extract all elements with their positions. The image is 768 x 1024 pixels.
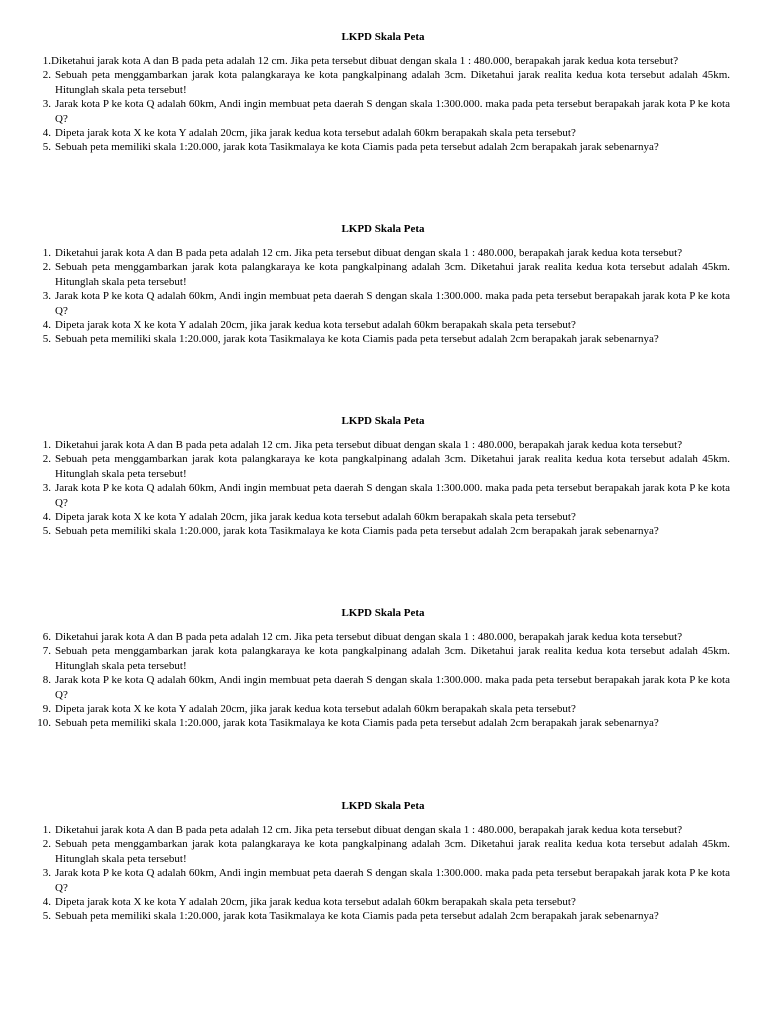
question-item [36, 54, 730, 68]
question-item [36, 140, 730, 154]
section-title: LKPD Skala Peta [341, 223, 425, 235]
question-text: Jarak kota P ke kota Q adalah 60km, Andi ingin membuat peta daerah S dengan skala 1:300.000. maka pada peta tersebut berapakah jarak kota P ke kota Q? [55, 290, 730, 317]
question-number: 3. [42, 867, 51, 880]
question-text: Sebuah peta menggambarkan jarak kota palangkaraya ke kota pangkalpinang adalah 3cm. Diketahui jarak realita kedua kota tersebut adalah 45km. Hitunglah skala peta tersebut! [55, 453, 730, 480]
question-number: 10. [37, 717, 51, 730]
question-number: 1. [42, 247, 51, 259]
question-text: Dipeta jarak kota X ke kota Y adalah 20cm, jika jarak kedua kota tersebut adalah 60km berapakah skala peta tersebut? [55, 127, 576, 140]
question-number: 2. [42, 453, 51, 466]
question-item [36, 438, 730, 452]
question-text: Sebuah peta memiliki skala 1:20.000, jarak kota Tasikmalaya ke kota Ciamis pada peta tersebut adalah 2cm berapakah jarak sebenarnya? [55, 333, 659, 346]
question-text: Diketahui jarak kota A dan B pada peta adalah 12 cm. Jika peta tersebut dibuat dengan skala 1 : 480.000, berapakah jarak kedua kota tersebut? [51, 55, 679, 67]
question-item [36, 823, 730, 837]
question-text: Jarak kota P ke kota Q adalah 60km, Andi ingin membuat peta daerah S dengan skala 1:300.000. maka pada peta tersebut berapakah jarak kota P ke kota Q? [55, 482, 730, 509]
worksheet-section-4 [36, 606, 730, 731]
question-text: Jarak kota P ke kota Q adalah 60km, Andi ingin membuat peta daerah S dengan skala 1:300.000. maka pada peta tersebut berapakah jarak kota P ke kota Q? [55, 867, 730, 894]
question-item [36, 644, 730, 673]
question-text: Dipeta jarak kota X ke kota Y adalah 20cm, jika jarak kedua kota tersebut adalah 60km berapakah skala peta tersebut? [55, 896, 576, 909]
question-number: 1. [42, 55, 51, 67]
question-text: Jarak kota P ke kota Q adalah 60km, Andi ingin membuat peta daerah S dengan skala 1:300.000. maka pada peta tersebut berapakah jarak kota P ke kota Q? [55, 674, 730, 701]
question-item [36, 246, 730, 260]
question-item [36, 673, 730, 702]
question-item [36, 318, 730, 332]
question-text: Diketahui jarak kota A dan B pada peta adalah 12 cm. Jika peta tersebut dibuat dengan skala 1 : 480.000, berapakah jarak kedua kota tersebut? [55, 631, 683, 643]
question-text: Diketahui jarak kota A dan B pada peta adalah 12 cm. Jika peta tersebut dibuat dengan skala 1 : 480.000, berapakah jarak kedua kota tersebut? [55, 439, 683, 451]
question-number: 4. [42, 319, 51, 332]
question-text: Sebuah peta menggambarkan jarak kota palangkaraya ke kota pangkalpinang adalah 3cm. Diketahui jarak realita kedua kota tersebut adalah 45km. Hitunglah skala peta tersebut! [55, 645, 730, 672]
question-number: 9. [42, 703, 51, 716]
question-item [36, 452, 730, 481]
question-list [36, 438, 730, 539]
question-number: 3. [42, 482, 51, 495]
question-item [36, 68, 730, 97]
question-number: 6. [42, 631, 51, 643]
section-title: LKPD Skala Peta [341, 415, 425, 427]
question-list [36, 823, 730, 924]
question-number: 1. [42, 439, 51, 451]
question-text: Sebuah peta menggambarkan jarak kota palangkaraya ke kota pangkalpinang adalah 3cm. Diketahui jarak realita kedua kota tersebut adalah 45km. Hitunglah skala peta tersebut! [55, 838, 730, 865]
question-item [36, 702, 730, 716]
question-text: Sebuah peta memiliki skala 1:20.000, jarak kota Tasikmalaya ke kota Ciamis pada peta tersebut adalah 2cm berapakah jarak sebenarnya? [55, 910, 659, 923]
question-item [36, 630, 730, 644]
question-number: 5. [42, 333, 51, 346]
question-number: 4. [42, 127, 51, 140]
question-number: 5. [42, 141, 51, 154]
question-text: Diketahui jarak kota A dan B pada peta adalah 12 cm. Jika peta tersebut dibuat dengan skala 1 : 480.000, berapakah jarak kedua kota tersebut? [55, 247, 683, 259]
question-text: Sebuah peta memiliki skala 1:20.000, jarak kota Tasikmalaya ke kota Ciamis pada peta tersebut adalah 2cm berapakah jarak sebenarnya? [55, 525, 659, 538]
question-item [36, 524, 730, 538]
question-number: 2. [42, 838, 51, 851]
question-text: Dipeta jarak kota X ke kota Y adalah 20cm, jika jarak kedua kota tersebut adalah 60km berapakah skala peta tersebut? [55, 511, 576, 524]
question-number: 4. [42, 511, 51, 524]
question-item [36, 866, 730, 895]
section-title: LKPD Skala Peta [341, 31, 425, 43]
question-item [36, 510, 730, 524]
question-item [36, 97, 730, 126]
question-item [36, 332, 730, 346]
worksheet-section-3 [36, 414, 730, 539]
question-number: 5. [42, 910, 51, 923]
question-list [36, 54, 730, 155]
question-number: 3. [42, 290, 51, 303]
question-item [36, 895, 730, 909]
section-title: LKPD Skala Peta [341, 800, 425, 812]
question-text: Sebuah peta menggambarkan jarak kota palangkaraya ke kota pangkalpinang adalah 3cm. Diketahui jarak realita kedua kota tersebut adalah 45km. Hitunglah skala peta tersebut! [55, 69, 730, 96]
question-list [36, 630, 730, 731]
worksheet-section-2 [36, 222, 730, 347]
question-text: Dipeta jarak kota X ke kota Y adalah 20cm, jika jarak kedua kota tersebut adalah 60km berapakah skala peta tersebut? [55, 319, 576, 332]
question-item [36, 716, 730, 730]
question-number: 8. [42, 674, 51, 687]
question-text: Diketahui jarak kota A dan B pada peta adalah 12 cm. Jika peta tersebut dibuat dengan skala 1 : 480.000, berapakah jarak kedua kota tersebut? [55, 824, 683, 836]
question-item [36, 837, 730, 866]
worksheet-section-5 [36, 799, 730, 924]
question-number: 2. [42, 261, 51, 274]
question-item [36, 260, 730, 289]
question-number: 1. [42, 824, 51, 836]
section-title: LKPD Skala Peta [341, 607, 425, 619]
question-list [36, 246, 730, 347]
question-item [36, 481, 730, 510]
question-number: 3. [42, 98, 51, 111]
question-text: Sebuah peta memiliki skala 1:20.000, jarak kota Tasikmalaya ke kota Ciamis pada peta tersebut adalah 2cm berapakah jarak sebenarnya? [55, 141, 659, 154]
question-text: Sebuah peta memiliki skala 1:20.000, jarak kota Tasikmalaya ke kota Ciamis pada peta tersebut adalah 2cm berapakah jarak sebenarnya? [55, 717, 659, 730]
question-item [36, 909, 730, 923]
question-number: 2. [42, 69, 51, 82]
question-number: 7. [42, 645, 51, 658]
question-item [36, 289, 730, 318]
question-text: Jarak kota P ke kota Q adalah 60km, Andi ingin membuat peta daerah S dengan skala 1:300.000. maka pada peta tersebut berapakah jarak kota P ke kota Q? [55, 98, 730, 125]
question-number: 4. [42, 896, 51, 909]
question-number: 5. [42, 525, 51, 538]
worksheet-section-1 [36, 30, 730, 155]
question-item [36, 126, 730, 140]
question-text: Dipeta jarak kota X ke kota Y adalah 20cm, jika jarak kedua kota tersebut adalah 60km berapakah skala peta tersebut? [55, 703, 576, 716]
question-text: Sebuah peta menggambarkan jarak kota palangkaraya ke kota pangkalpinang adalah 3cm. Diketahui jarak realita kedua kota tersebut adalah 45km. Hitunglah skala peta tersebut! [55, 261, 730, 288]
